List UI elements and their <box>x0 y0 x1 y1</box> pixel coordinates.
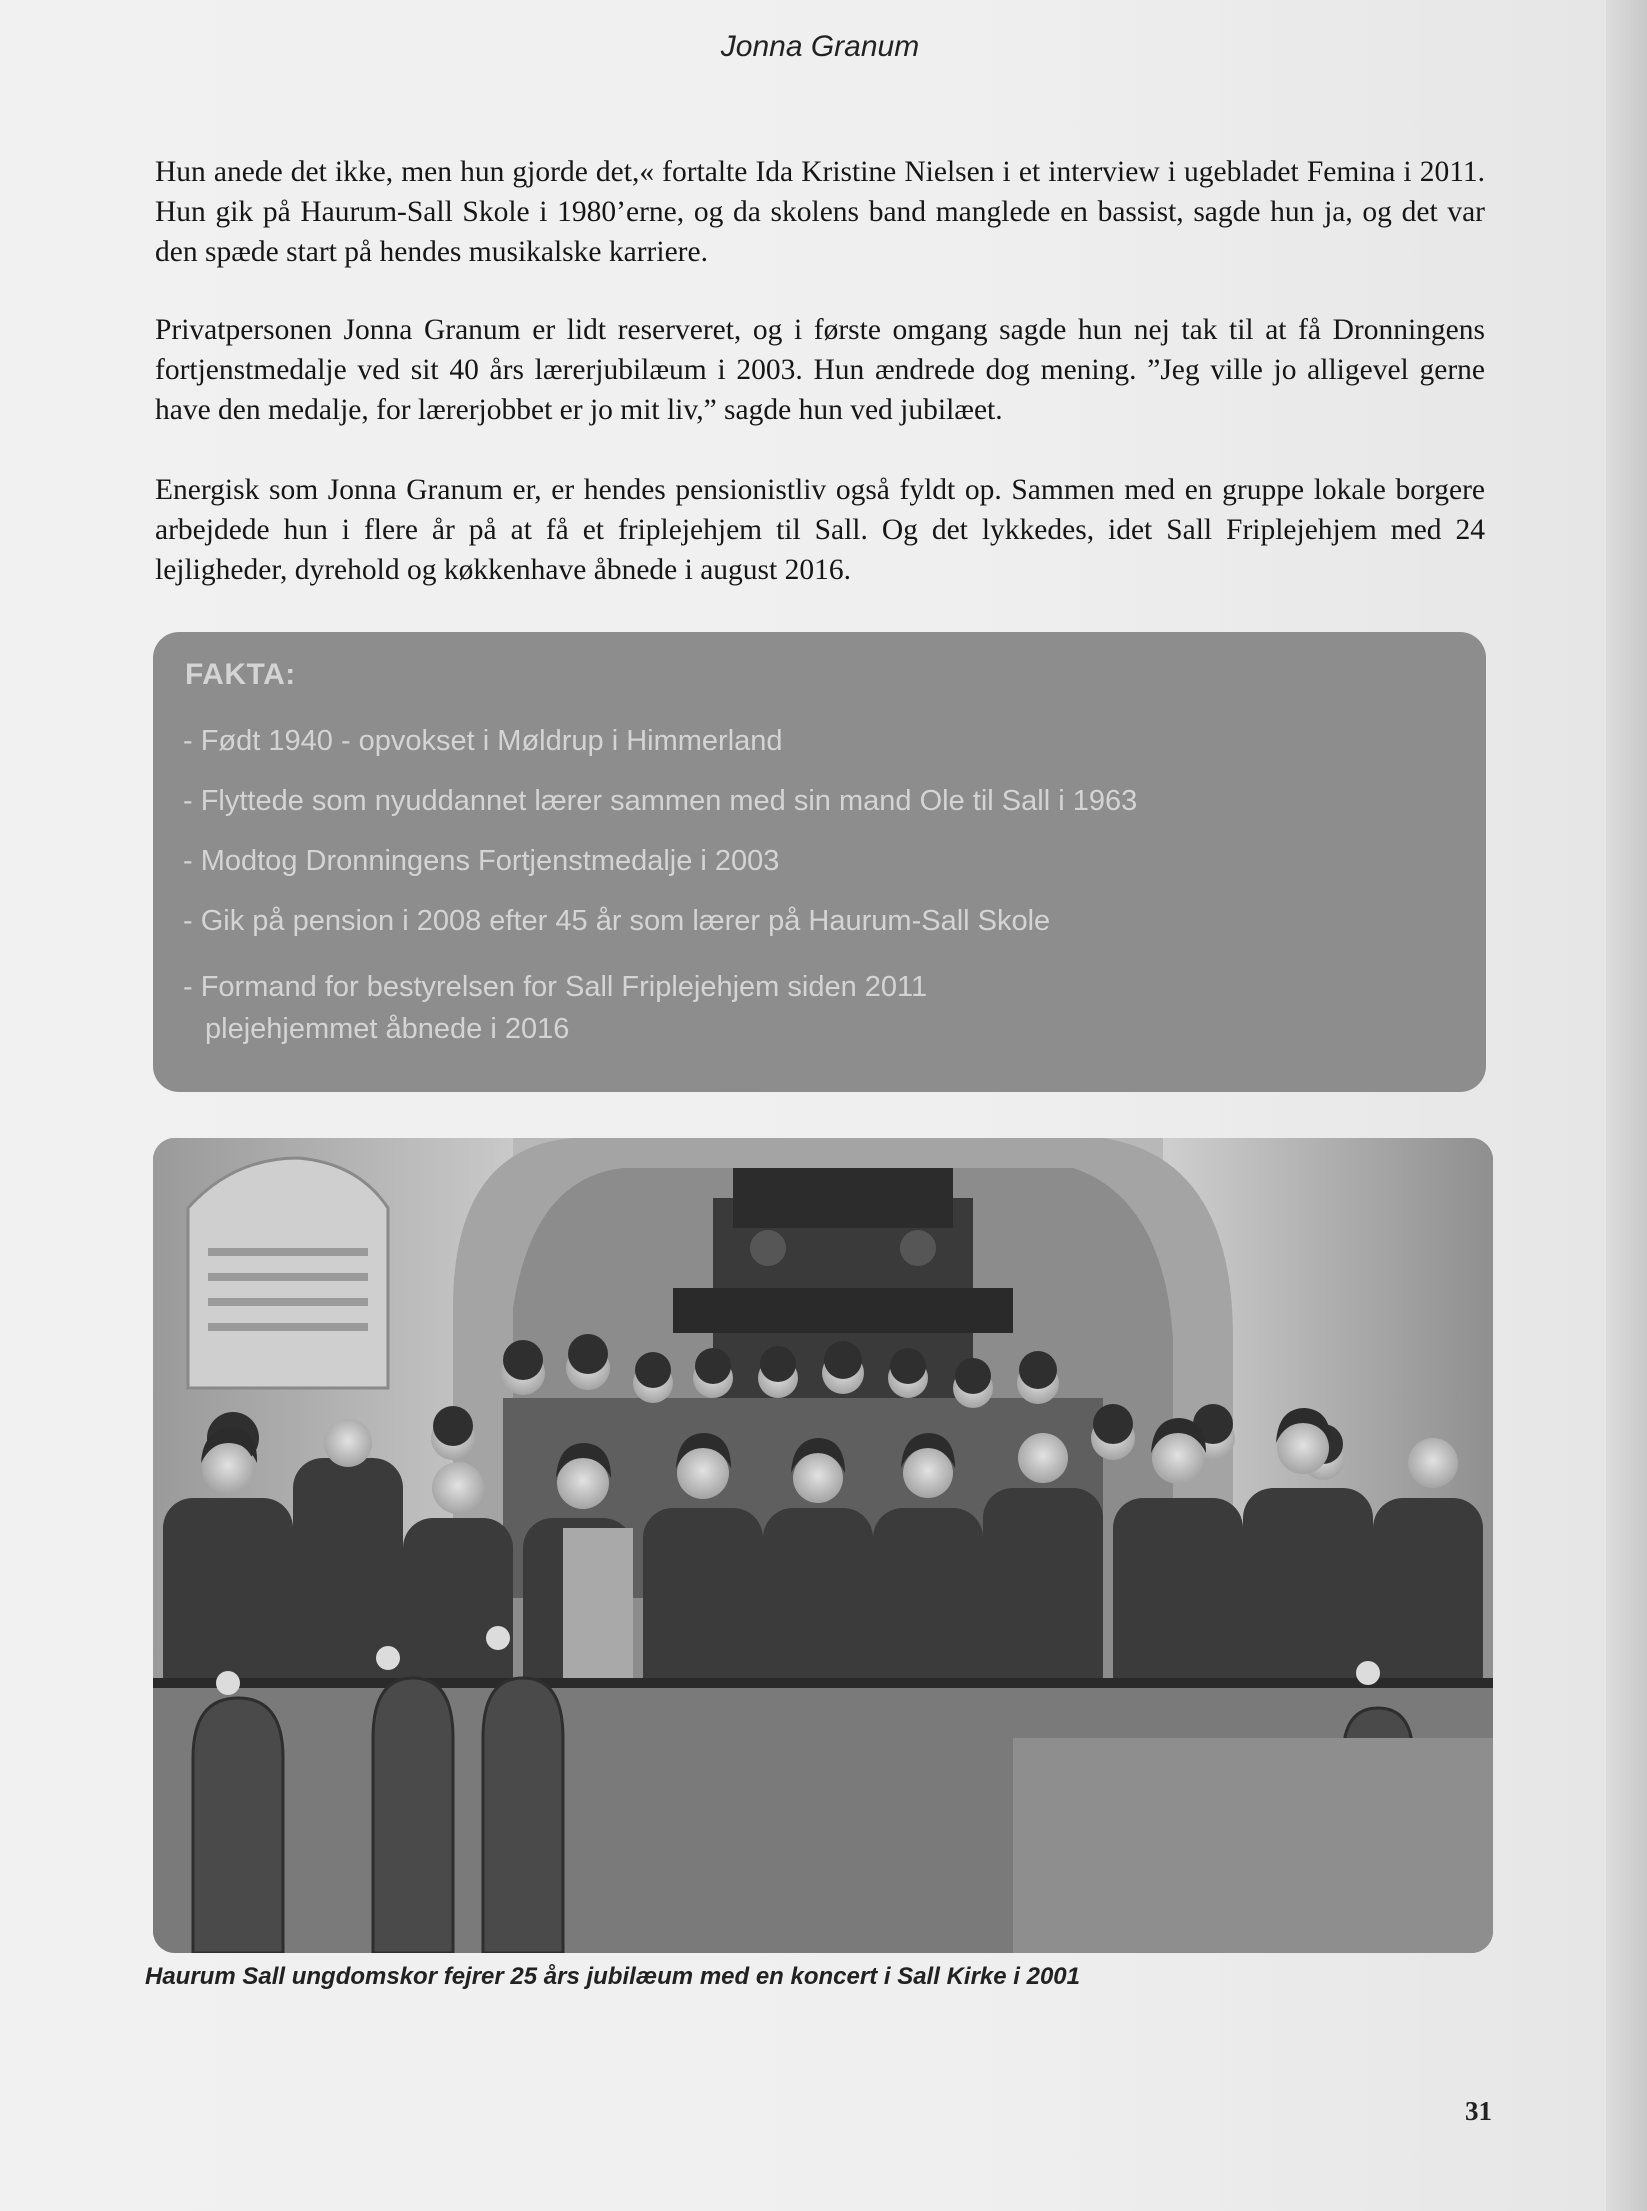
facts-item-line: - Formand for bestyrelsen for Sall Friplejehjem siden 2011 <box>183 971 928 1003</box>
facts-item <box>183 966 1137 1050</box>
page-number: 31 <box>1465 2096 1492 2126</box>
facts-item-continuation: plejehjemmet åbnede i 2016 <box>205 1013 570 1045</box>
facts-item: - Flyttede som nyuddannet lærer sammen med sin mand Ole til Sall i 1963 <box>183 785 1138 817</box>
body-paragraph-3: Energisk som Jonna Granum er, er hendes pensionistliv også fyldt op. Sammen med en gruppe lokale borgere arbejdede hun i flere år på at få et friplejehjem til Sall. Og det lykkedes, idet Sall Friplejehjem med 24 lejligheder, dyrehold og køkkenhave åbnede i august 2016. <box>155 474 1485 586</box>
facts-item: - Modtog Dronningens Fortjenstmedalje i 2003 <box>183 845 780 877</box>
facts-title: FAKTA: <box>185 658 296 691</box>
running-header: Jonna Granum <box>720 30 920 63</box>
facts-item: - Gik på pension i 2008 efter 45 år som lærer på Haurum-Sall Skole <box>183 905 1051 937</box>
body-paragraph-1: Hun anede det ikke, men hun gjorde det,« fortalte Ida Kristine Nielsen i et interview i ugebladet Femina i 2011. Hun gik på Haurum-Sall Skole i 1980’erne, og da skolens band manglede en bassist, sagde hun ja, og det var den spæde start på hendes musikalske karriere. <box>155 156 1485 268</box>
body-paragraph-2: Privatpersonen Jonna Granum er lidt reserveret, og i første omgang sagde hun nej tak til at få Dronningens fortjenstmedalje ved sit 40 års lærerjubilæum i 2003. Hun ændrede dog mening. ”Jeg ville jo alligevel gerne have den medalje, for lærerjobbet er jo mit liv,” sagde hun ved jubilæet. <box>155 314 1485 426</box>
facts-box <box>153 632 1486 1092</box>
facts-item: - Født 1940 - opvokset i Møldrup i Himmerland <box>183 725 783 757</box>
page-edge <box>1606 0 1647 2211</box>
choir-photo-illustration <box>153 1138 1493 1953</box>
choir-photo <box>153 1138 1493 1953</box>
facts-list <box>183 726 1137 1080</box>
photo-caption: Haurum Sall ungdomskor fejrer 25 års jubilæum med en koncert i Sall Kirke i 2001 <box>145 1963 1080 1990</box>
